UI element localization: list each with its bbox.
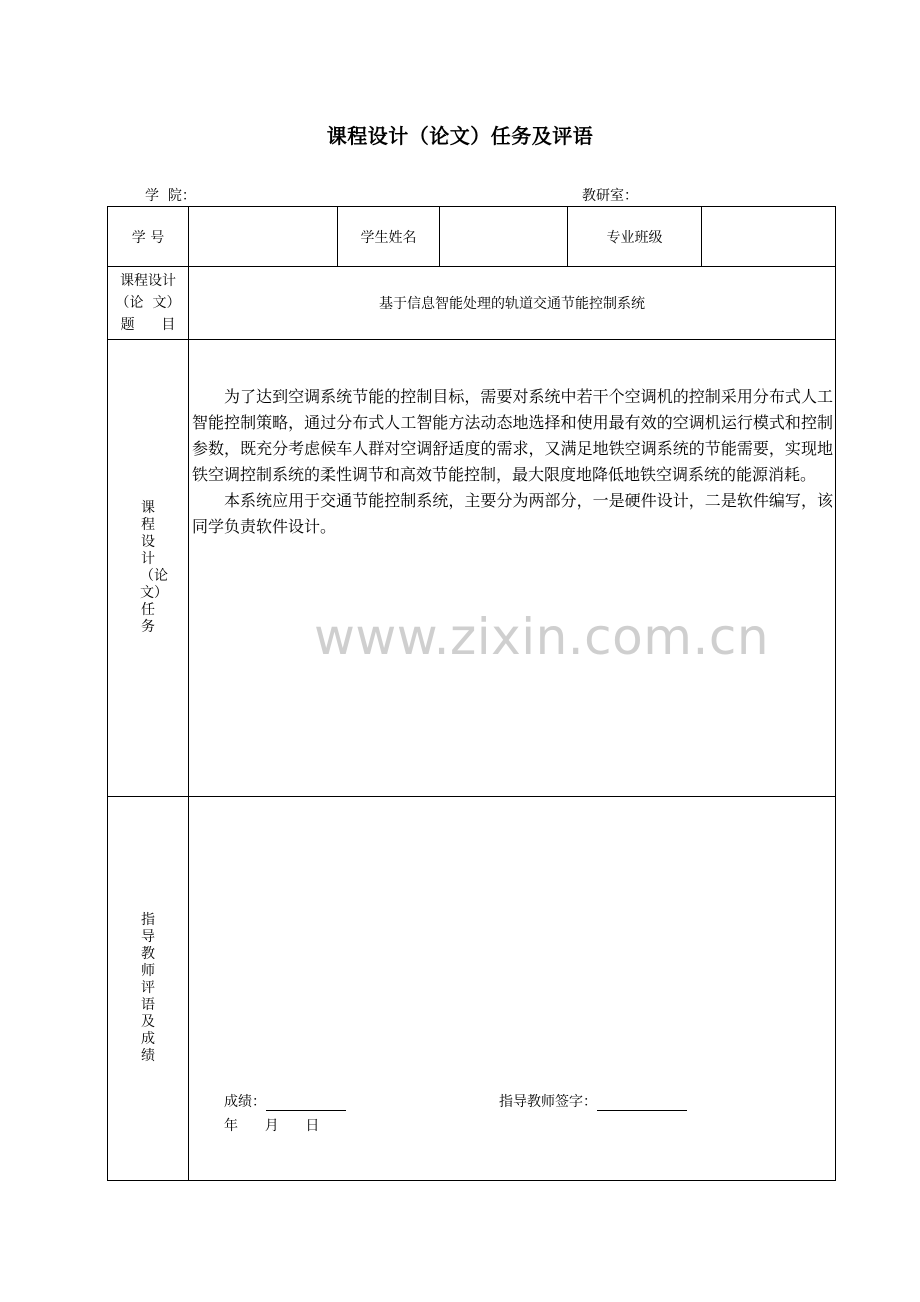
topic-value: 基于信息智能处理的轨道交通节能控制系统 bbox=[189, 267, 836, 340]
task-paragraph-1: 为了达到空调系统节能的控制目标，需要对系统中若干个空调机的控制采用分布式人工智能控制策略，通过分布式人工智能方法动态地选择和使用最有效的空调机运行模式和控制参数，既充分考虑候车人群对空调舒适度的需求，又满足地铁空调系统的节能需要，实现地铁空调控制系统的柔性调节和高效节能控制，最大限度地降低地铁空调系统的能源消耗。 bbox=[192, 387, 833, 484]
student-name-value bbox=[440, 207, 568, 267]
college-label: 学 院： bbox=[145, 188, 196, 204]
topic-label bbox=[108, 267, 189, 340]
grade-label: 成绩： bbox=[224, 1094, 266, 1110]
comment-content bbox=[189, 797, 836, 1181]
task-row bbox=[108, 340, 836, 797]
watermark: www.zixin.com.cn bbox=[314, 608, 770, 666]
comment-label: 指导教师评语及成绩 bbox=[141, 912, 155, 1064]
topic-label-line-3: 题 目 bbox=[120, 317, 176, 333]
topic-row bbox=[108, 267, 836, 340]
task-content bbox=[189, 340, 836, 797]
task-label-cell bbox=[108, 340, 189, 797]
signature-line bbox=[499, 1091, 687, 1111]
comment-row bbox=[108, 797, 836, 1181]
major-class-value bbox=[702, 207, 836, 267]
signature-label: 指导教师签字： bbox=[499, 1094, 597, 1110]
topic-label-line-1: 课程设计 bbox=[120, 273, 176, 289]
signature-blank bbox=[597, 1096, 687, 1111]
grade-blank bbox=[266, 1096, 346, 1111]
office-label: 教研室： bbox=[582, 188, 638, 204]
task-label: 课程设计（论文）任务 bbox=[140, 500, 168, 635]
task-form-table bbox=[107, 206, 836, 1181]
student-id-label: 学 号 bbox=[108, 207, 189, 267]
page-title: 课程设计（论文）任务及评语 bbox=[326, 124, 594, 148]
task-paragraph-2: 本系统应用于交通节能控制系统，主要分为两部分，一是硬件设计，二是软件编写，该同学负责软件设计。 bbox=[192, 491, 833, 536]
student-name-label: 学生姓名 bbox=[338, 207, 440, 267]
date-line: 年 月 日 bbox=[224, 1118, 320, 1134]
major-class-label: 专业班级 bbox=[568, 207, 702, 267]
grade-line bbox=[224, 1091, 346, 1111]
student-id-value bbox=[189, 207, 338, 267]
topic-label-line-2: （论 文） bbox=[115, 295, 181, 311]
student-info-row bbox=[108, 207, 836, 267]
comment-label-cell bbox=[108, 797, 189, 1181]
